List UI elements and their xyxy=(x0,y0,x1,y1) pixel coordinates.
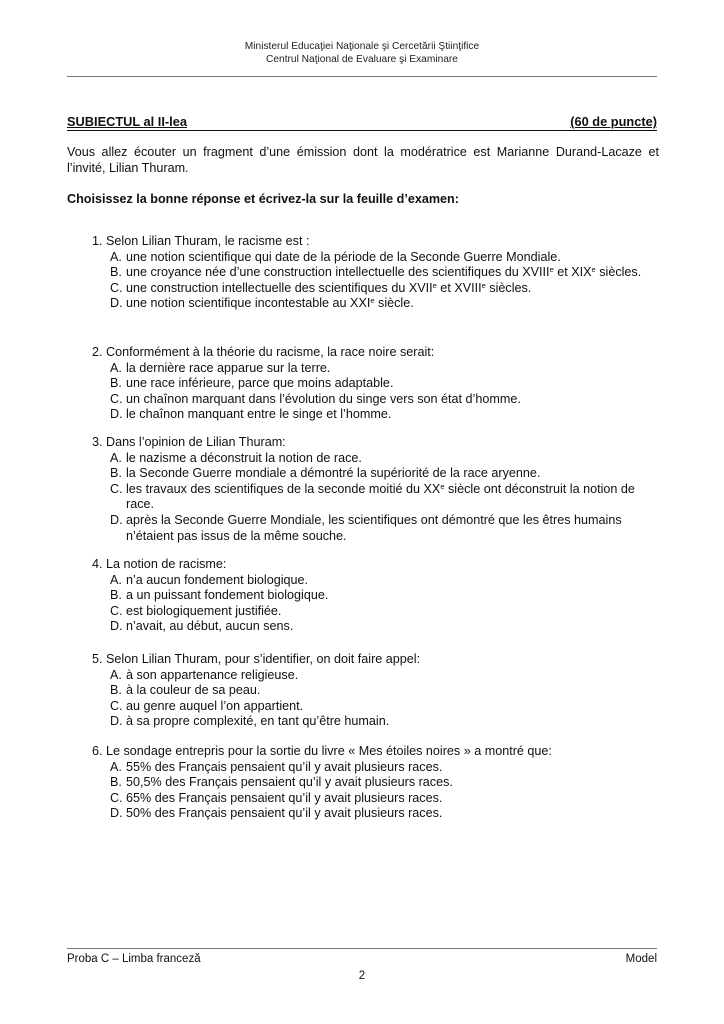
option-text-part: à la couleur de sa peau. xyxy=(126,683,261,698)
subject-title: SUBIECTUL al II-lea xyxy=(67,114,187,129)
answer-option xyxy=(110,668,652,684)
question xyxy=(92,744,652,822)
option-letter: B. xyxy=(110,775,122,790)
option-text xyxy=(126,296,652,312)
option-text-part: a un puissant fondement biologique. xyxy=(126,588,329,603)
answer-option xyxy=(110,392,652,408)
question xyxy=(92,435,652,544)
option-letter: C. xyxy=(110,391,123,406)
superscript: e xyxy=(549,265,554,275)
answer-option xyxy=(110,466,652,482)
option-text xyxy=(126,482,652,513)
footer-exam-name: Proba C – Limba franceză xyxy=(67,953,201,965)
option-text-part: une notion scientifique incontestable au XXI xyxy=(126,296,371,311)
option-letter: C. xyxy=(110,698,123,713)
question-number: 2. xyxy=(92,345,103,359)
answer-option xyxy=(110,714,652,730)
answer-option xyxy=(110,451,652,467)
page-number: 2 xyxy=(358,970,366,982)
superscript: e xyxy=(432,280,437,290)
option-text xyxy=(126,775,652,791)
option-letter: A. xyxy=(110,667,122,682)
option-text xyxy=(126,619,652,635)
option-text xyxy=(126,806,652,822)
option-text-part: la Seconde Guerre mondiale a démontré la supériorité de la race aryenne. xyxy=(126,466,541,481)
option-text-part: à sa propre complexité, en tant qu’être humain. xyxy=(126,714,390,729)
instruction: Choisissez la bonne réponse et écrivez-la sur la feuille d’examen: xyxy=(67,192,459,206)
option-text-part: siècle. xyxy=(374,296,414,311)
question-stem xyxy=(92,652,652,668)
question-stem xyxy=(92,345,652,361)
option-text-part: est biologiquement justifiée. xyxy=(126,603,282,618)
option-text xyxy=(126,760,652,776)
answer-option xyxy=(110,604,652,620)
option-text-part: le chaînon manquant entre le singe et l’homme. xyxy=(126,407,392,422)
option-letter: D. xyxy=(110,296,123,311)
answer-option xyxy=(110,281,652,297)
superscript: e xyxy=(481,280,486,290)
question-text: Selon Lilian Thuram, pour s’identifier, on doit faire appel: xyxy=(106,652,421,666)
option-text xyxy=(126,668,652,684)
question-stem xyxy=(92,744,652,760)
superscript: e xyxy=(370,296,375,306)
question-text: Conformément à la théorie du racisme, la race noire serait: xyxy=(106,345,435,359)
option-text xyxy=(126,699,652,715)
option-text xyxy=(126,714,652,730)
option-text xyxy=(126,791,652,807)
option-text-part: et XVIII xyxy=(436,280,482,295)
option-text-part: 50% des Français pensaient qu’il y avait plusieurs races. xyxy=(126,806,443,821)
option-text xyxy=(126,281,652,297)
question-text: Selon Lilian Thuram, le racisme est : xyxy=(106,234,310,248)
answer-option xyxy=(110,588,652,604)
header-divider xyxy=(67,76,657,77)
question-stem xyxy=(92,435,652,451)
option-text-part: les travaux des scientifiques de la seconde moitié du XX xyxy=(126,481,441,496)
option-letter: B. xyxy=(110,376,122,391)
header-ministry: Ministerul Educaţiei Naţionale şi Cercetării Ştiinţifice xyxy=(244,41,480,52)
question xyxy=(92,345,652,423)
question-stem xyxy=(92,234,652,250)
option-letter: D. xyxy=(110,714,123,729)
option-text-part: une construction intellectuelle des scientifiques du XVII xyxy=(126,280,433,295)
option-text xyxy=(126,588,652,604)
question-number: 3. xyxy=(92,435,103,449)
document-header xyxy=(0,41,724,66)
intro-paragraph: Vous allez écouter un fragment d’une émission dont la modératrice est Marianne Durand-Lacaze et l’invité, Lilian Thuram. xyxy=(67,145,659,175)
option-letter: A. xyxy=(110,249,122,264)
option-text-part: siècle ont déconstruit la notion de race. xyxy=(126,481,635,512)
question xyxy=(92,557,652,635)
option-text xyxy=(126,392,652,408)
question-number: 1. xyxy=(92,234,103,248)
subject-points: (60 de puncte) xyxy=(570,114,657,129)
option-letter: A. xyxy=(110,759,122,774)
option-text-part: 55% des Français pensaient qu’il y avait plusieurs races. xyxy=(126,759,443,774)
option-text xyxy=(126,573,652,589)
question-text: Dans l’opinion de Lilian Thuram: xyxy=(106,435,286,449)
option-letter: B. xyxy=(110,265,122,280)
option-text-part: et XIX xyxy=(553,265,592,280)
option-text xyxy=(126,513,652,544)
option-text xyxy=(126,376,652,392)
subject-heading xyxy=(67,114,657,131)
option-text xyxy=(126,683,652,699)
option-letter: D. xyxy=(110,512,123,527)
question-stem xyxy=(92,557,652,573)
answer-option xyxy=(110,760,652,776)
answer-option xyxy=(110,683,652,699)
option-letter: A. xyxy=(110,450,122,465)
answer-option xyxy=(110,265,652,281)
option-letter: D. xyxy=(110,407,123,422)
option-text xyxy=(126,361,652,377)
option-text-part: une croyance née d’une construction intellectuelle des scientifiques du XVIII xyxy=(126,265,550,280)
question-number: 5. xyxy=(92,652,103,666)
answer-option xyxy=(110,573,652,589)
answer-option xyxy=(110,250,652,266)
answer-option xyxy=(110,806,652,822)
question xyxy=(92,234,652,312)
option-text-part: n’avait, au début, aucun sens. xyxy=(126,619,294,634)
option-text-part: au genre auquel l’on appartient. xyxy=(126,698,304,713)
option-letter: B. xyxy=(110,466,122,481)
answer-option xyxy=(110,407,652,423)
option-text xyxy=(126,604,652,620)
option-text-part: à son appartenance religieuse. xyxy=(126,667,299,682)
answer-option xyxy=(110,361,652,377)
header-center: Centrul Naţional de Evaluare şi Examinare xyxy=(266,53,458,65)
question-text: La notion de racisme: xyxy=(106,557,227,571)
option-text-part: le nazisme a déconstruit la notion de race. xyxy=(126,450,362,465)
option-text-part: n’a aucun fondement biologique. xyxy=(126,572,309,587)
option-letter: A. xyxy=(110,572,122,587)
option-text xyxy=(126,407,652,423)
superscript: e xyxy=(440,481,445,491)
answer-option xyxy=(110,513,652,544)
option-letter: C. xyxy=(110,790,123,805)
superscript: e xyxy=(591,265,596,275)
option-letter: C. xyxy=(110,603,123,618)
footer-model: Model xyxy=(625,953,657,965)
option-letter: B. xyxy=(110,588,122,603)
option-letter: A. xyxy=(110,360,122,375)
option-text-part: siècles. xyxy=(485,280,532,295)
option-text xyxy=(126,451,652,467)
answer-option xyxy=(110,791,652,807)
option-letter: C. xyxy=(110,481,123,496)
answer-option xyxy=(110,699,652,715)
question-number: 4. xyxy=(92,557,103,571)
option-text-part: un chaînon marquant dans l’évolution du singe vers son état d’homme. xyxy=(126,391,521,406)
question xyxy=(92,652,652,730)
option-text xyxy=(126,250,652,266)
option-letter: B. xyxy=(110,683,122,698)
option-text-part: siècles. xyxy=(595,265,642,280)
option-text-part: une race inférieure, parce que moins adaptable. xyxy=(126,376,394,391)
option-text xyxy=(126,265,652,281)
option-text-part: une notion scientifique qui date de la période de la Seconde Guerre Mondiale. xyxy=(126,249,561,264)
answer-option xyxy=(110,619,652,635)
question-text: Le sondage entrepris pour la sortie du livre « Mes étoiles noires » a montré que: xyxy=(106,744,552,758)
answer-option xyxy=(110,775,652,791)
option-letter: C. xyxy=(110,280,123,295)
option-letter: D. xyxy=(110,806,123,821)
answer-option xyxy=(110,482,652,513)
option-text-part: 65% des Français pensaient qu’il y avait plusieurs races. xyxy=(126,790,443,805)
question-number: 6. xyxy=(92,744,103,758)
option-text-part: 50,5% des Français pensaient qu’il y avait plusieurs races. xyxy=(126,775,453,790)
footer-divider xyxy=(67,948,657,949)
option-text xyxy=(126,466,652,482)
answer-option xyxy=(110,376,652,392)
option-letter: D. xyxy=(110,619,123,634)
option-text-part: la dernière race apparue sur la terre. xyxy=(126,360,331,375)
answer-option xyxy=(110,296,652,312)
option-text-part: après la Seconde Guerre Mondiale, les scientifiques ont démontré que les êtres humains n’étaient pas issus de la même souche. xyxy=(126,512,622,543)
